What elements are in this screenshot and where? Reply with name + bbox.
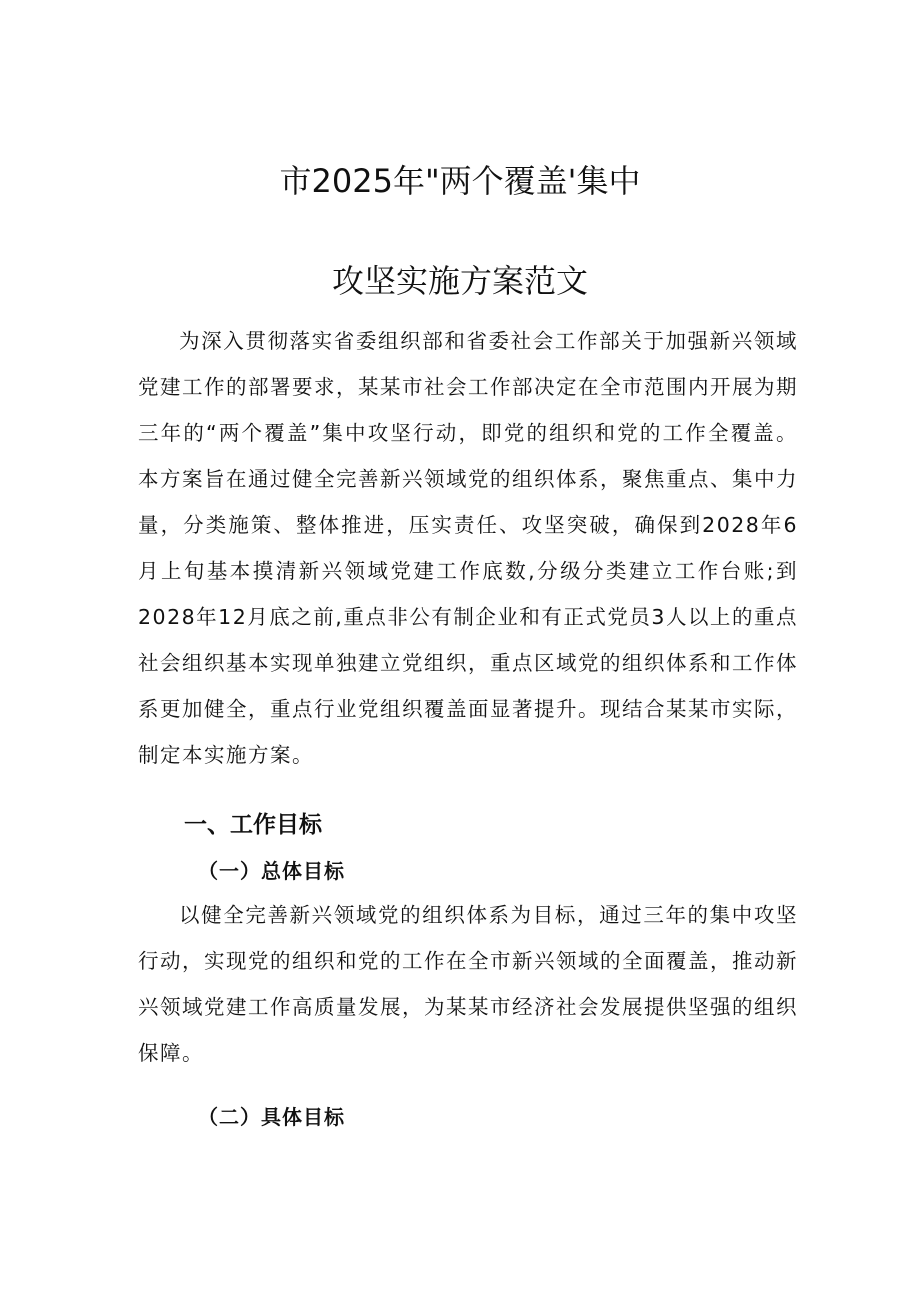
section-heading-work-goals: 一、工作目标	[184, 812, 322, 838]
subsection-heading-overall-goal: （一）总体目标	[198, 859, 345, 883]
subsection-heading-specific-goals: （二）具体目标	[198, 1105, 345, 1129]
intro-paragraph: 为深入贯彻落实省委组织部和省委社会工作部关于加强新兴领域党建工作的部署要求，某某市社会工作部决定在全市范围内开展为期三年的“两个覆盖”集中攻坚行动，即党的组织和党的工作全覆盖。本方案旨在通过健全完善新兴领域党的组织体系，聚焦重点、集中力量，分类施策、整体推进，压实责任、攻坚突破，确保到2028年6月上旬基本摸清新兴领域党建工作底数,分级分类建立工作台账;到2028年12月底之前,重点非公有制企业和有正式党员3人以上的重点社会组织基本实现单独建立党组织，重点区域党的组织体系和工作体系更加健全，重点行业党组织覆盖面显著提升。现结合某某市实际，制定本实施方案。	[138, 329, 798, 767]
document-title-line-2: 攻坚实施方案范文	[331, 262, 588, 300]
document-title-line-1: 市2025年"两个覆盖'集中	[279, 162, 641, 200]
overall-goal-paragraph: 以健全完善新兴领域党的组织体系为目标，通过三年的集中攻坚行动，实现党的组织和党的工作在全市新兴领域的全面覆盖，推动新兴领域党建工作高质量发展，为某某市经济社会发展提供坚强的组织保障。	[138, 903, 798, 1065]
